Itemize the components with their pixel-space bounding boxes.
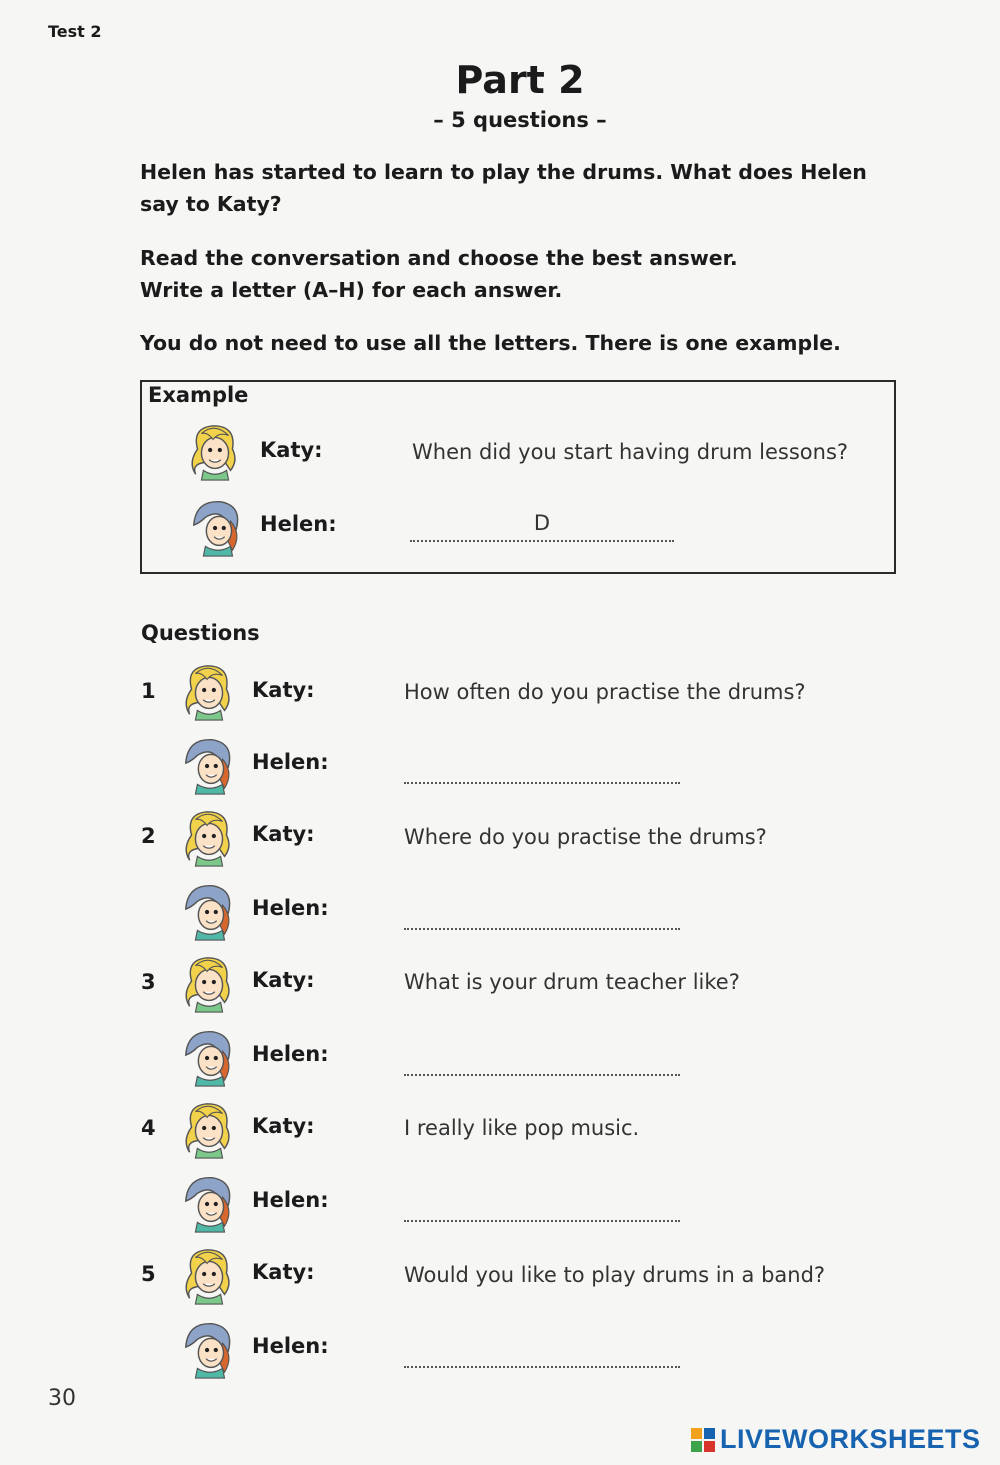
liveworksheets-logo-icon	[690, 1427, 716, 1453]
answer-input[interactable]	[404, 1200, 674, 1224]
answer-field[interactable]	[404, 1346, 680, 1368]
answer-field[interactable]	[404, 1054, 680, 1076]
answer-field[interactable]	[404, 762, 680, 784]
katy-label: Katy:	[252, 822, 315, 846]
answer-input[interactable]	[404, 1054, 674, 1078]
katy-avatar-icon	[178, 952, 240, 1014]
katy-avatar-icon	[178, 1098, 240, 1160]
brand-text: LIVEWORKSHEETS	[720, 1424, 981, 1454]
katy-label: Katy:	[252, 968, 315, 992]
liveworksheets-brand[interactable]	[690, 1424, 981, 1455]
helen-avatar-icon	[178, 1026, 240, 1088]
katy-label: Katy:	[252, 1260, 315, 1284]
answer-input[interactable]	[404, 908, 674, 932]
katy-avatar-icon	[178, 806, 240, 868]
katy-label: Katy:	[252, 678, 315, 702]
question-number: 1	[141, 679, 156, 703]
instruction-read: Read the conversation and choose the best answer.	[140, 246, 738, 270]
katy-line: How often do you practise the drums?	[404, 680, 806, 704]
instruction-context: Helen has started to learn to play the drums. What does Helen say to Katy?	[140, 160, 867, 216]
question-number: 3	[141, 970, 156, 994]
helen-avatar-icon	[178, 1172, 240, 1234]
katy-line: I really like pop music.	[404, 1116, 640, 1140]
katy-label: Katy:	[252, 1114, 315, 1138]
katy-avatar-icon	[178, 660, 240, 722]
katy-line: Would you like to play drums in a band?	[404, 1263, 826, 1287]
answer-field[interactable]	[404, 1200, 680, 1222]
question-number: 2	[141, 824, 156, 848]
helen-label: Helen:	[252, 750, 329, 774]
part-subtitle: – 5 questions –	[433, 108, 607, 132]
example-katy-label: Katy:	[260, 438, 323, 462]
question-number: 4	[141, 1116, 156, 1140]
helen-avatar-icon	[186, 496, 248, 558]
example-title: Example	[148, 383, 249, 407]
helen-label: Helen:	[252, 1188, 329, 1212]
questions-title: Questions	[141, 621, 260, 645]
helen-label: Helen:	[252, 1042, 329, 1066]
example-answer: D	[533, 511, 551, 535]
answer-input[interactable]	[404, 1346, 674, 1370]
page-number: 30	[48, 1386, 76, 1411]
katy-line: Where do you practise the drums?	[404, 825, 767, 849]
helen-avatar-icon	[178, 880, 240, 942]
katy-avatar-icon	[184, 420, 246, 482]
katy-avatar-icon	[178, 1244, 240, 1306]
question-number: 5	[141, 1262, 156, 1286]
answer-field[interactable]	[404, 908, 680, 930]
part-title: Part 2	[455, 58, 585, 102]
example-katy-line: When did you start having drum lessons?	[412, 440, 849, 464]
answer-input[interactable]	[404, 762, 674, 786]
helen-label: Helen:	[252, 1334, 329, 1358]
helen-label: Helen:	[252, 896, 329, 920]
example-box	[140, 380, 896, 574]
helen-avatar-icon	[178, 1318, 240, 1380]
helen-avatar-icon	[178, 734, 240, 796]
katy-line: What is your drum teacher like?	[404, 970, 740, 994]
example-helen-label: Helen:	[260, 512, 337, 536]
test-label: Test 2	[48, 22, 102, 41]
instruction-write: Write a letter (A–H) for each answer.	[140, 278, 563, 302]
instruction-letters: You do not need to use all the letters. There is one example.	[140, 331, 841, 355]
